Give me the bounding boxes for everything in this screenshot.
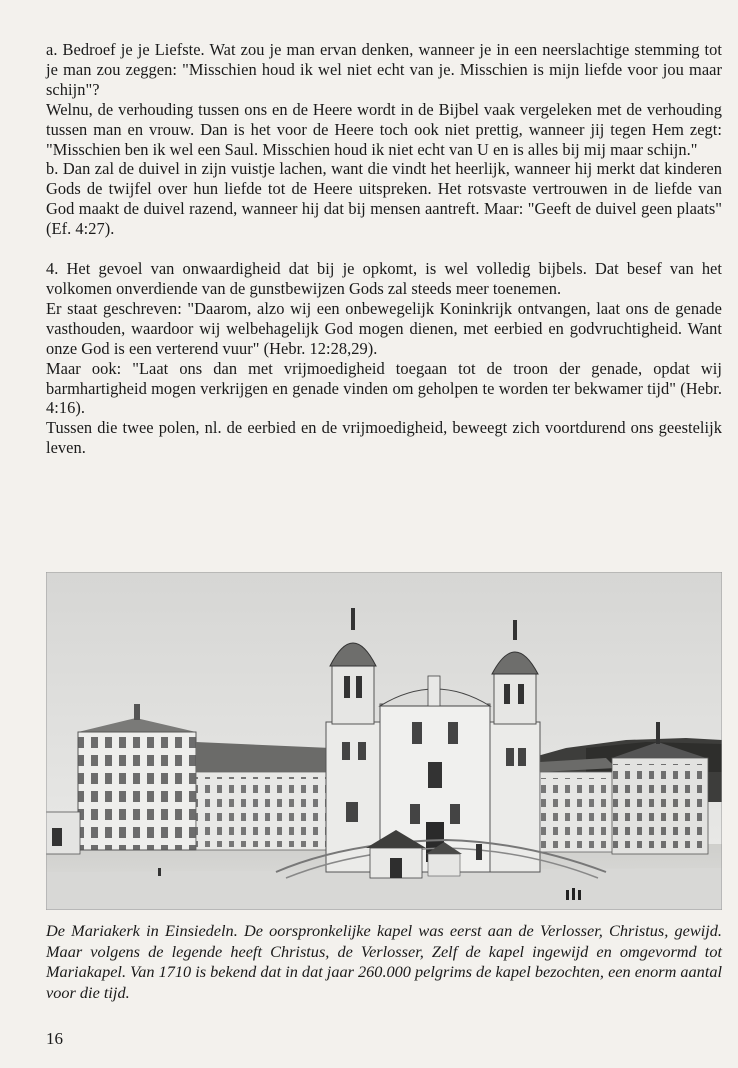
body-text: [46, 40, 722, 458]
church-photo-illustration: [46, 572, 722, 910]
paragraph-4: 4. Het gevoel van onwaardigheid dat bij je opkomt, is wel volledig bijbels. Dat besef van het volkomen onverdiende van de gunstbewijzen Gods zal steeds meer toenemen.: [46, 259, 722, 298]
paragraph-gap: [46, 239, 722, 259]
paragraph-a: a. Bedroef je je Liefste. Wat zou je man ervan denken, wanneer je in een neerslachtige stemming tot je man zou zeggen: "Misschien houd ik wel niet echt van je. Misschien is mijn liefde voor jou maar schijn"?: [46, 40, 722, 99]
paragraph-welnu: Welnu, de verhouding tussen ons en de Heere wordt in de Bijbel vaak vergeleken met de verhouding tussen man en vrouw. Dan is het voor de Heere toch ook niet prettig, wanneer jij tegen Hem zegt: "Misschien ben ik wel een Saul. Misschien houd ik niet echt van U en is alles bij mij maar schijn.": [46, 99, 722, 159]
paragraph-b: b. Dan zal de duivel in zijn vuistje lachen, want die vindt het heerlijk, wanneer hij merkt dat kinderen Gods de twijfel over hun liefde tot de Heere uitspreken. Het rotsvaste vertrouwen in de liefde van God maakt de duivel razend, wanneer hij dat bij mensen aantreft. Maar: "Geeft de duivel geen plaats" (Ef. 4:27).: [46, 159, 722, 239]
paragraph-quote-hebr-4: Maar ook: "Laat ons dan met vrijmoedigheid toegaan tot de troon der genade, opdat wij barmhartigheid mogen verkrijgen en genade vinden om geholpen te worden ter bekwamer tijd" (Hebr. 4:16).: [46, 358, 722, 418]
paragraph-two-poles: Tussen die twee polen, nl. de eerbied en de vrijmoedigheid, beweegt zich voortdurend ons geestelijk leven.: [46, 418, 722, 458]
photo-caption: De Mariakerk in Einsiedeln. De oorspronkelijke kapel was eerst aan de Verlosser, Christus, gewijd. Maar volgens de legende heeft Christus, de Verlosser, Zelf de kapel ingewijd en omgevormd tot Mariakapel. Van 1710 is bekend dat in dat jaar 260.000 pelgrims de kapel bezochten, een enorm aantal voor die tijd.: [46, 921, 723, 1002]
paragraph-quote-hebr-12: Er staat geschreven: "Daarom, alzo wij een onbewegelijk Koninkrijk ontvangen, laat ons de genade vasthouden, waardoor wij welbehagelijk God mogen dienen, met eerbied en godvruchtigheid. Want onze God is een verterend vuur" (Hebr. 12:28,29).: [46, 298, 722, 358]
page-number: 16: [46, 1029, 63, 1048]
church-photo: [46, 572, 722, 910]
